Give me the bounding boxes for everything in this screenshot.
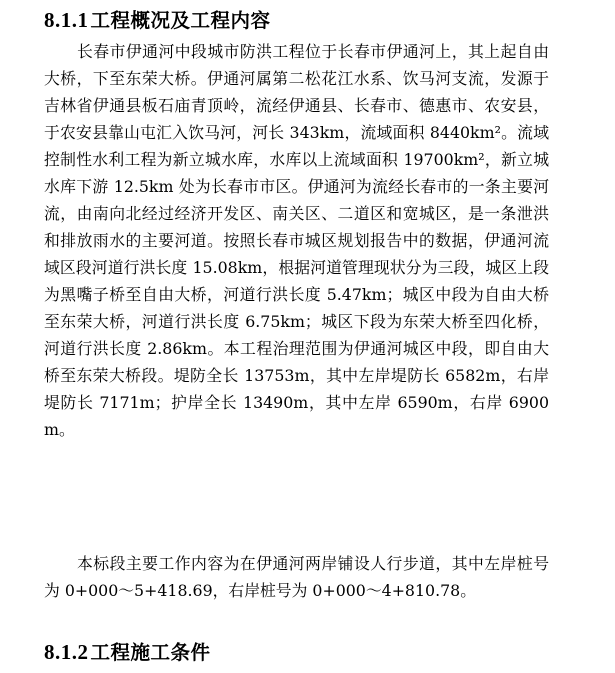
section-title: 工程施工条件 <box>90 641 211 664</box>
section-number: 8.1.2 <box>44 640 89 664</box>
section-heading-8-1-2 <box>44 638 211 667</box>
section-number: 8.1.1 <box>44 8 89 32</box>
section-title: 工程概况及工程内容 <box>90 9 271 32</box>
page-edge <box>0 0 615 1</box>
work-content-paragraph: 本标段主要工作内容为在伊通河两岸铺设人行步道，其中左岸桩号为 0+000～5+418.69，右岸桩号为 0+000～4+810.78。 <box>44 554 549 600</box>
project-overview-paragraph: 长春市伊通河中段城市防洪工程位于长春市伊通河上，其上起自由大桥，下至东荣大桥。伊通河属第二松花江水系、饮马河支流，发源于吉林省伊通县板石庙青顶岭，流经伊通县、长春市、德惠市、农安县，于农安县靠山屯汇入饮马河，河长 343km，流域面积 8440km²。流域控制性水利工程为新立城水库，水库以上流域面积 19700km²，新立城水库下游 12.5km 处为长春市市区。伊通河为流经长春市的一条主要河流，由南向北经过经济开发区、南关区、二道区和宽城区，是一条泄洪和排放雨水的主要河道。按照长春市城区规划报告中的数据，伊通河流域区段河道行洪长度 15.08km，根据河道管理现状分为三段，城区上段为黑嘴子桥至自由大桥，河道行洪长度 5.47km；城区中段为自由大桥至东荣大桥，河道行洪长度 6.75km；城区下段为东荣大桥至四化桥，河道行洪长度 2.86km。本工程治理范围为伊通河城区中段，即自由大桥至东荣大桥段。堤防全长 13753m，其中左岸堤防长 6582m，右岸堤防长 7171m；护岸全长 13490m，其中左岸 6590m，右岸 6900m。 <box>44 42 549 439</box>
section-heading-8-1-1 <box>44 6 271 35</box>
